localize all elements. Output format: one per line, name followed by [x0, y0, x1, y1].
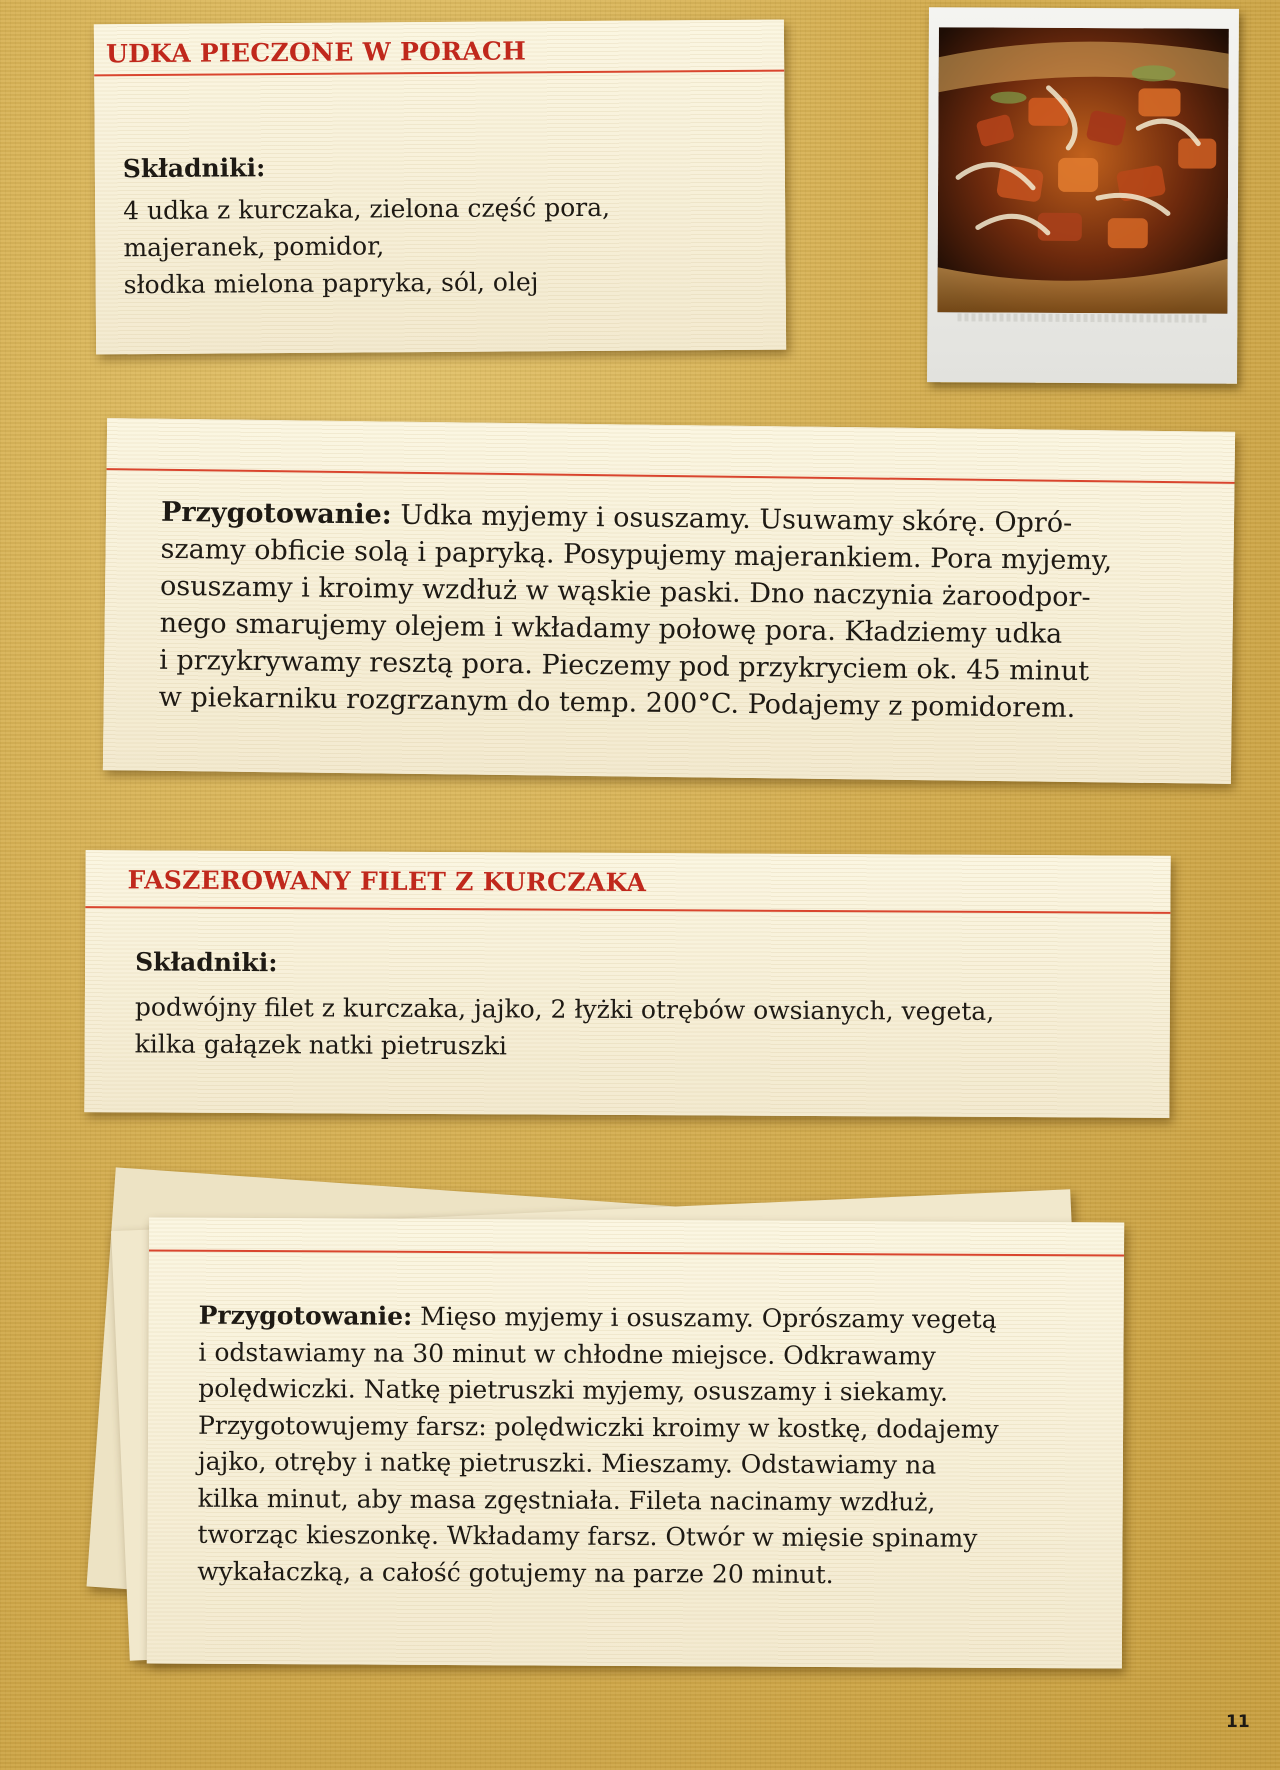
preparation-line: jajko, otręby i natkę pietruszki. Mieszamy. Odstawiamy na: [197, 1446, 937, 1480]
preparation-heading: Przygotowanie:: [160, 496, 392, 531]
ingredients-line: słodka mielona papryka, sól, olej: [123, 267, 539, 300]
preparation-line: kilka minut, aby masa zgęstniała. Fileta nacinamy wzdłuż,: [197, 1483, 936, 1517]
preparation-line: i przykrywamy resztą pora. Pieczemy pod przykryciem ok. 45 minut: [159, 644, 1090, 688]
recipe-2-ingredients-card: [84, 850, 1170, 1118]
ingredients-line: majeranek, pomidor,: [123, 231, 385, 263]
preparation-line: i odstawiamy na 30 minut w chłodne miejsce. Odkrawamy: [198, 1337, 936, 1371]
title-underline: [94, 70, 784, 77]
recipe-1-ingredients-card: [94, 20, 786, 355]
preparation-line: w piekarniku rozgrzanym do temp. 200°C. Podajemy z pomidorem.: [158, 681, 1076, 724]
ingredients-line: podwójny filet z kurczaka, jajko, 2 łyżki otrębów owsianych, vegeta,: [134, 992, 995, 1026]
page-number: 11: [1226, 1712, 1250, 1732]
recipe-1-title: UDKA PIECZONE W PORACH: [105, 36, 527, 69]
dish-photo-polaroid: [927, 7, 1239, 384]
recipe-1-ingredients-text: [123, 188, 774, 304]
recipe-1-ingredients-heading: Składniki:: [122, 153, 266, 184]
recipe-1-preparation-card: [103, 418, 1235, 784]
card-rule: [149, 1249, 1124, 1256]
preparation-line: wykałaczką, a całość gotujemy na parze 20 minut.: [197, 1556, 834, 1589]
recipe-2-ingredients-heading: Składniki:: [135, 947, 278, 978]
card-rule: [107, 468, 1235, 484]
recipe-2-ingredients-text: [135, 988, 1165, 1067]
preparation-heading: Przygotowanie:: [198, 1300, 413, 1331]
baked-chicken-leeks-photo: [937, 27, 1228, 314]
ingredients-line: 4 udka z kurczaka, zielona część pora,: [123, 192, 611, 226]
photo-edge-markings: [957, 313, 1207, 322]
recipe-1-preparation-text: [159, 494, 1207, 729]
preparation-line: nego smarujemy olejem i wkładamy połowę pora. Kładziemy udka: [159, 607, 1063, 650]
preparation-line: Mięso myjemy i osuszamy. Oprószamy vegetą: [420, 1301, 997, 1334]
preparation-line: Przygotowujemy farsz: polędwiczki kroimy w kostkę, dodajemy: [198, 1410, 999, 1444]
title-underline: [85, 906, 1170, 914]
recipe-2-preparation-text: [197, 1298, 1089, 1595]
recipe-2-title: FASZEROWANY FILET Z KURCZAKA: [127, 865, 647, 898]
ingredients-line: kilka gałązek natki pietruszki: [134, 1029, 508, 1061]
preparation-line: osuszamy i kroimy wzdłuż w wąskie paski. Dno naczynia żaroodpor-: [159, 570, 1091, 614]
preparation-line: szamy obficie solą i papryką. Posypujemy majerankiem. Pora myjemy,: [160, 533, 1113, 577]
preparation-line: Udka myjemy i osuszamy. Usuwamy skórę. Opró-: [400, 499, 1073, 539]
preparation-line: tworząc kieszonkę. Wkładamy farsz. Otwór w mięsie spinamy: [197, 1519, 978, 1553]
preparation-line: polędwiczki. Natkę pietruszki myjemy, osuszamy i siekamy.: [198, 1373, 949, 1407]
recipe-2-preparation-card: [147, 1217, 1124, 1668]
